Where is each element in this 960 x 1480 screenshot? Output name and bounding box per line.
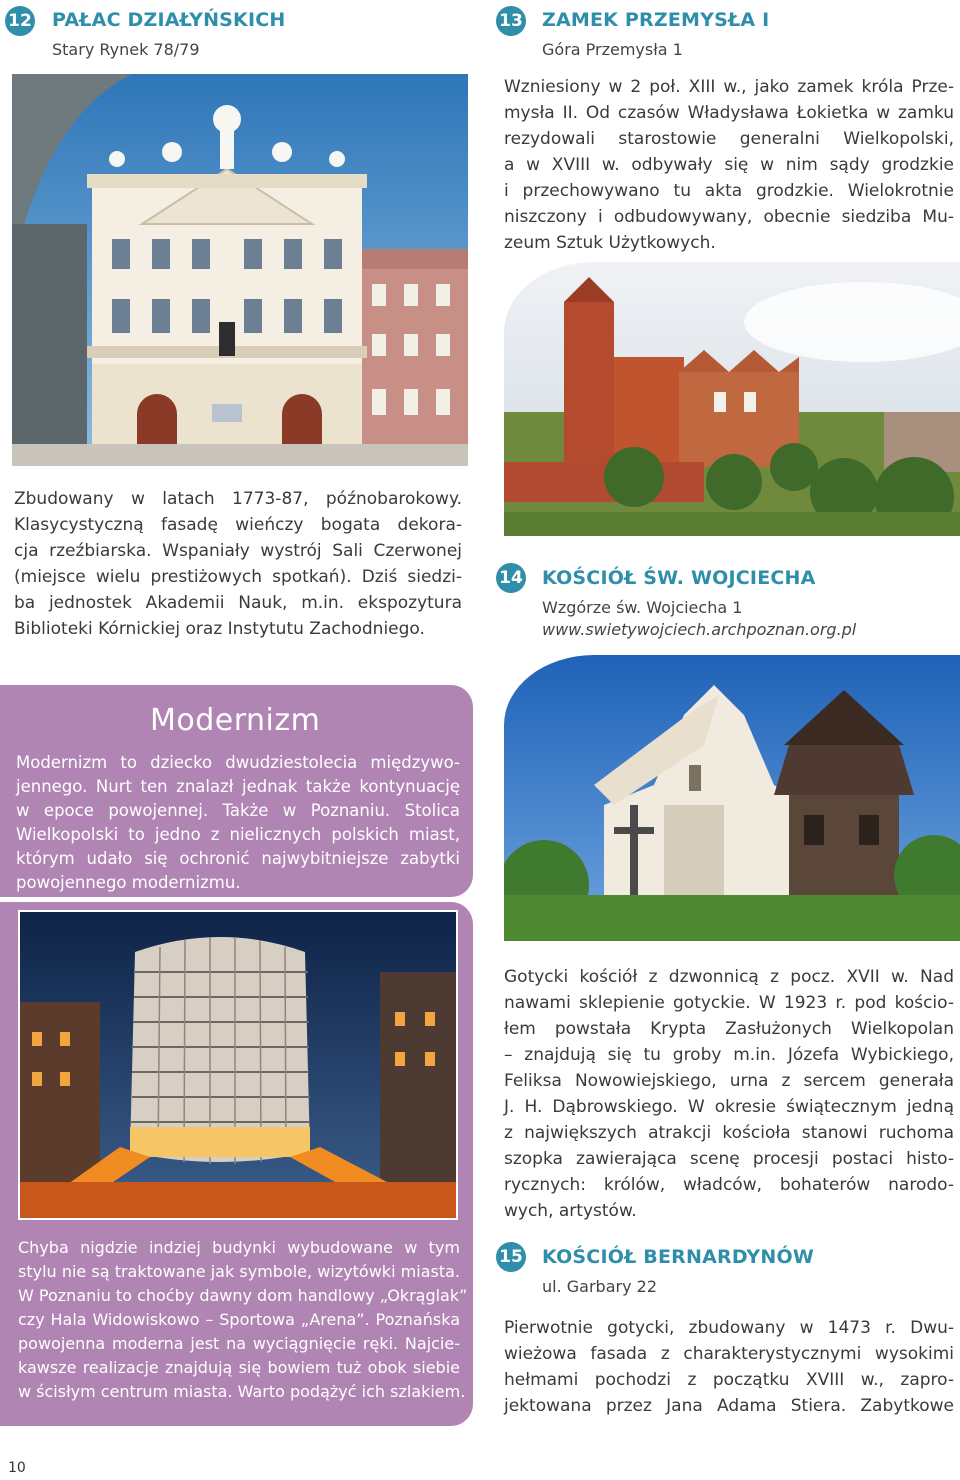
text-line: Feliksa Nowowiejskiego, urna z sercem generała — [504, 1071, 954, 1091]
section-title: PAŁAC DZIAŁYŃSKICH — [52, 9, 286, 31]
section-address: Góra Przemysła 1 — [542, 40, 683, 59]
section-address: Stary Rynek 78/79 — [52, 40, 200, 59]
text-line: i przechowywano tu akta grodzkie. Wielokrotnie — [504, 181, 954, 201]
text-line: kawsze realizacje znajdują się bowiem tuż obok siebie — [18, 1358, 460, 1377]
page-number: 10 — [8, 1460, 26, 1476]
section-description — [504, 1315, 954, 1419]
text-line: wieżowa fasada z charakterystycznymi wysokimi — [504, 1344, 954, 1364]
section-number-badge: 14 — [496, 563, 526, 593]
text-line: którym udało się ochronić najwybitniejsze zabytki — [16, 849, 460, 868]
section-title: KOŚCIÓŁ BERNARDYNÓW — [542, 1246, 814, 1268]
text-line: a w XVIII w. odbywały się w nim sądy grodzkie — [504, 155, 954, 175]
text-line: zeum Sztuk Użytkowych. — [504, 233, 716, 253]
section-title: ZAMEK PRZEMYSŁA I — [542, 9, 770, 31]
text-line: stylu nie są traktowane jak symbole, wizytówki miasta. — [18, 1262, 460, 1281]
text-line: mysła II. Od czasów Władysława Łokietka w zamku — [504, 103, 954, 123]
text-line: powojennego modernizmu. — [16, 873, 241, 892]
text-line: szopka zawierająca scenę procesji postaci histo- — [504, 1149, 954, 1169]
text-line: J. H. Dąbrowskiego. W okresie świątecznym jedną — [504, 1097, 954, 1117]
text-line: czy Hala Widowiskowo – Sportowa „Arena”. Poznańska — [18, 1310, 460, 1329]
website-link[interactable]: www.swietywojciech.archpoznan.org.pl — [542, 620, 857, 639]
text-line: Klasycystyczną fasadę wieńczy bogata dekora- — [14, 515, 462, 535]
text-line: – znajdują się tu groby m.in. Józefa Wybickiego, — [504, 1045, 954, 1065]
text-line: w epoce powojennej. Także w Poznaniu. Stolica — [16, 801, 460, 820]
text-line: Modernizm to dziecko dwudziestolecia międzywo- — [16, 753, 460, 772]
text-line: powojenna moderna jest na wyciągnięcie ręki. Najcie- — [18, 1334, 460, 1353]
text-line: niszczony i odbudowywany, obecnie siedziba Mu- — [504, 207, 954, 227]
text-line: Zbudowany w latach 1773-87, późnobarokowy. — [14, 489, 462, 509]
text-line: jennego. Nurt ten znalazł jednak także kontynuację — [16, 777, 460, 796]
text-line: W Poznaniu to choćby dawny dom handlowy „Okrąglak” — [18, 1286, 468, 1305]
section-description — [504, 964, 954, 1224]
modernizm-title: Modernizm — [150, 703, 321, 738]
text-line: Gotycki kościół z dzwonnicą z pocz. XVII w. Nad — [504, 967, 954, 987]
modernizm-caption-panel — [0, 902, 473, 1426]
modernizm-caption — [18, 1236, 468, 1404]
section-number-badge: 13 — [496, 6, 526, 36]
church-photo — [504, 655, 960, 941]
section-number-badge: 15 — [496, 1242, 526, 1272]
text-line: Pierwotnie gotycki, zbudowany w 1473 r. Dwu- — [504, 1318, 954, 1338]
text-line: łem powstała Krypta Zasłużonych Wielkopolan — [504, 1019, 954, 1039]
section-address: ul. Garbary 22 — [542, 1277, 657, 1296]
text-line: rycznych: królów, władców, bohaterów narodo- — [504, 1175, 954, 1195]
text-line: hełmami pochodzi z początku XVIII w., zapro- — [504, 1370, 954, 1390]
text-line: rezydowali starostowie generalni Wielkopolski, — [504, 129, 954, 149]
castle-photo — [504, 262, 960, 536]
text-line: z największych atrakcji kościoła stanowi ruchoma — [504, 1123, 954, 1143]
text-line: jektowana przez Jana Adama Stiera. Zabytkowe — [504, 1396, 954, 1416]
section-address: Wzgórze św. Wojciecha 1 — [542, 598, 743, 617]
text-line: (miejsce wielu prestiżowych spotkań). Dziś siedzi- — [14, 567, 462, 587]
okraglak-photo — [18, 910, 458, 1220]
modernizm-panel — [0, 685, 473, 897]
section-number-badge: 12 — [5, 6, 35, 36]
text-line: Biblioteki Kórnickiej oraz Instytutu Zachodniego. — [14, 619, 425, 639]
text-line: nawami sklepienie gotyckie. W 1923 r. pod kościo- — [504, 993, 954, 1013]
text-line: Wielkopolski to jedno z nielicznych polskich miast, — [16, 825, 460, 844]
text-line: cja rzeźbiarska. Wspaniały wystrój Sali Czerwonej — [14, 541, 462, 561]
modernizm-intro — [16, 751, 460, 895]
section-description — [504, 74, 954, 256]
text-line: ba jednostek Akademii Nauk, m.in. ekspozytura — [14, 593, 462, 613]
text-line: Wzniesiony w 2 poł. XIII w., jako zamek króla Prze- — [504, 77, 954, 97]
section-title: KOŚCIÓŁ ŚW. WOJCIECHA — [542, 567, 816, 589]
section-description — [14, 486, 462, 642]
text-line: wych, artystów. — [504, 1201, 637, 1221]
text-line: Chyba nigdzie indziej budynki wybudowane w tym — [18, 1238, 460, 1257]
palace-photo — [12, 74, 468, 466]
text-line: w ścisłym centrum miasta. Warto podążyć ich szlakiem. — [18, 1382, 466, 1401]
